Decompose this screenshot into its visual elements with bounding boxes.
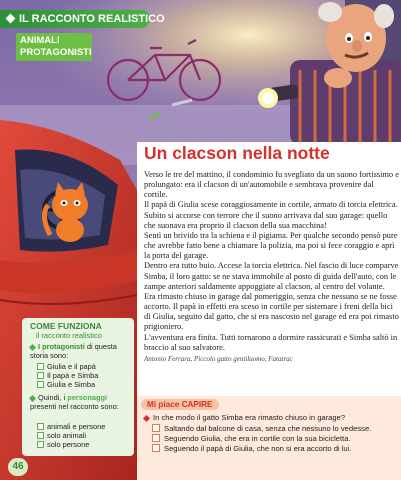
- story-paragraph: Sentì un brivido tra la schiena e il pigiama. Per qualche secondo pensò pure che avrebbe fatto bene a chiamare la polizia, ma poi si fece coraggio e aprì la porta del garage.: [144, 230, 398, 261]
- how-q2-option[interactable]: [37, 422, 105, 431]
- diamond-icon: [29, 395, 36, 402]
- option-label: Saltando dal balcone di casa, senza che nessuno lo vedesse.: [164, 424, 372, 433]
- keyword-personaggi: personaggi: [67, 393, 108, 402]
- diamond-icon: [6, 14, 16, 24]
- option-label: solo animali: [47, 431, 87, 440]
- option-label: Il papà e Simba: [47, 371, 99, 380]
- page-number: 46: [8, 458, 28, 476]
- checkbox[interactable]: [37, 432, 44, 439]
- question-text: di questa storia sono:: [30, 342, 117, 360]
- story-paragraph: Verso le tre del mattino, il condominio fu svegliato da un suono fortissimo e prolungato: era il clacson di un'automobile e sembrava provenire dal cortile.: [144, 170, 399, 200]
- section-tag-label: IL RACCONTO REALISTICO: [19, 13, 165, 25]
- diamond-icon: [143, 414, 150, 421]
- option-label: animali e persone: [47, 422, 106, 431]
- how-q1-option[interactable]: [37, 380, 95, 389]
- genre-tag: ANIMALI PROTAGONISTI: [16, 33, 92, 61]
- story-body: [144, 170, 399, 364]
- how-question-1: [30, 343, 134, 361]
- option-label: Seguendo Giulia, che era in cortile con la sua bicicletta.: [164, 434, 351, 443]
- keyword-protagonisti: I protagonisti: [38, 342, 85, 351]
- story-title: Un clacson nella notte: [144, 143, 330, 163]
- checkbox[interactable]: [152, 424, 160, 432]
- checkbox[interactable]: [37, 381, 44, 388]
- capire-question: [144, 413, 345, 422]
- capire-label: Mi piace CAPIRE: [141, 399, 219, 410]
- how-it-works-title: COME FUNZIONA: [30, 321, 102, 331]
- question-text: presenti nel racconto sono:: [30, 401, 119, 411]
- option-label: Giulia e Simba: [47, 380, 96, 389]
- capire-option[interactable]: [152, 434, 351, 443]
- how-q2-option[interactable]: [37, 431, 86, 440]
- checkbox[interactable]: [37, 441, 44, 448]
- option-label: Giulia e il papà: [47, 362, 96, 371]
- question-text: Quindi, i: [38, 393, 66, 402]
- story-paragraph: Dentro era tutto buio. Accese la torcia elettrica. Nel fascio di luce comparve Simba, il loro gatto: se ne stava immobile al posto di guida dell'auto, con le zampe anteriori saldamente appoggiate al clacson, al centro del volante.: [144, 261, 399, 291]
- capire-option[interactable]: [152, 424, 371, 433]
- how-q1-option[interactable]: [37, 371, 98, 380]
- checkbox[interactable]: [37, 372, 44, 379]
- question-text: In che modo il gatto Simba era rimasto chiuso in garage?: [153, 413, 346, 422]
- section-tag: [0, 10, 165, 28]
- checkbox[interactable]: [37, 363, 44, 370]
- how-question-2: [30, 394, 134, 412]
- checkbox[interactable]: [152, 444, 160, 452]
- option-label: Seguendo il papà di Giulia, che non si era accorto di lui.: [164, 444, 352, 453]
- how-it-works-subtitle: il racconto realistico: [36, 331, 102, 340]
- capire-option[interactable]: [152, 444, 351, 453]
- checkbox[interactable]: [152, 434, 160, 442]
- story-paragraph: Era rimasto chiuso in garage dal pomeriggio, senza che nessuno se ne fosse accorto. Il papà in effetti era sceso in cortile per sistemare i freni della bici di Giulia, seguito dal gatto, che si era nascosto nel garage ed era poi rimasto prigioniero.: [144, 291, 399, 332]
- how-q1-option[interactable]: [37, 362, 96, 371]
- how-q2-option[interactable]: [37, 440, 89, 449]
- story-paragraph: Il papà di Giulia scese coraggiosamente in cortile, armato di torcia elettrica. Subito si accorse con terrore che il suono arrivava dal suo garage: quello che suonava era proprio il clacson della sua macchina!: [144, 200, 398, 230]
- story-paragraph: L'avventura era finita. Tutti tornarono a dormire rassicurati e Simba saltò in braccio al suo salvatore.: [144, 332, 398, 352]
- story-citation: Antonio Ferrara, Piccolo gatto gentiluomo, Fatatrac: [144, 354, 293, 363]
- option-label: solo persone: [47, 440, 90, 449]
- diamond-icon: [29, 344, 36, 351]
- checkbox[interactable]: [37, 423, 44, 430]
